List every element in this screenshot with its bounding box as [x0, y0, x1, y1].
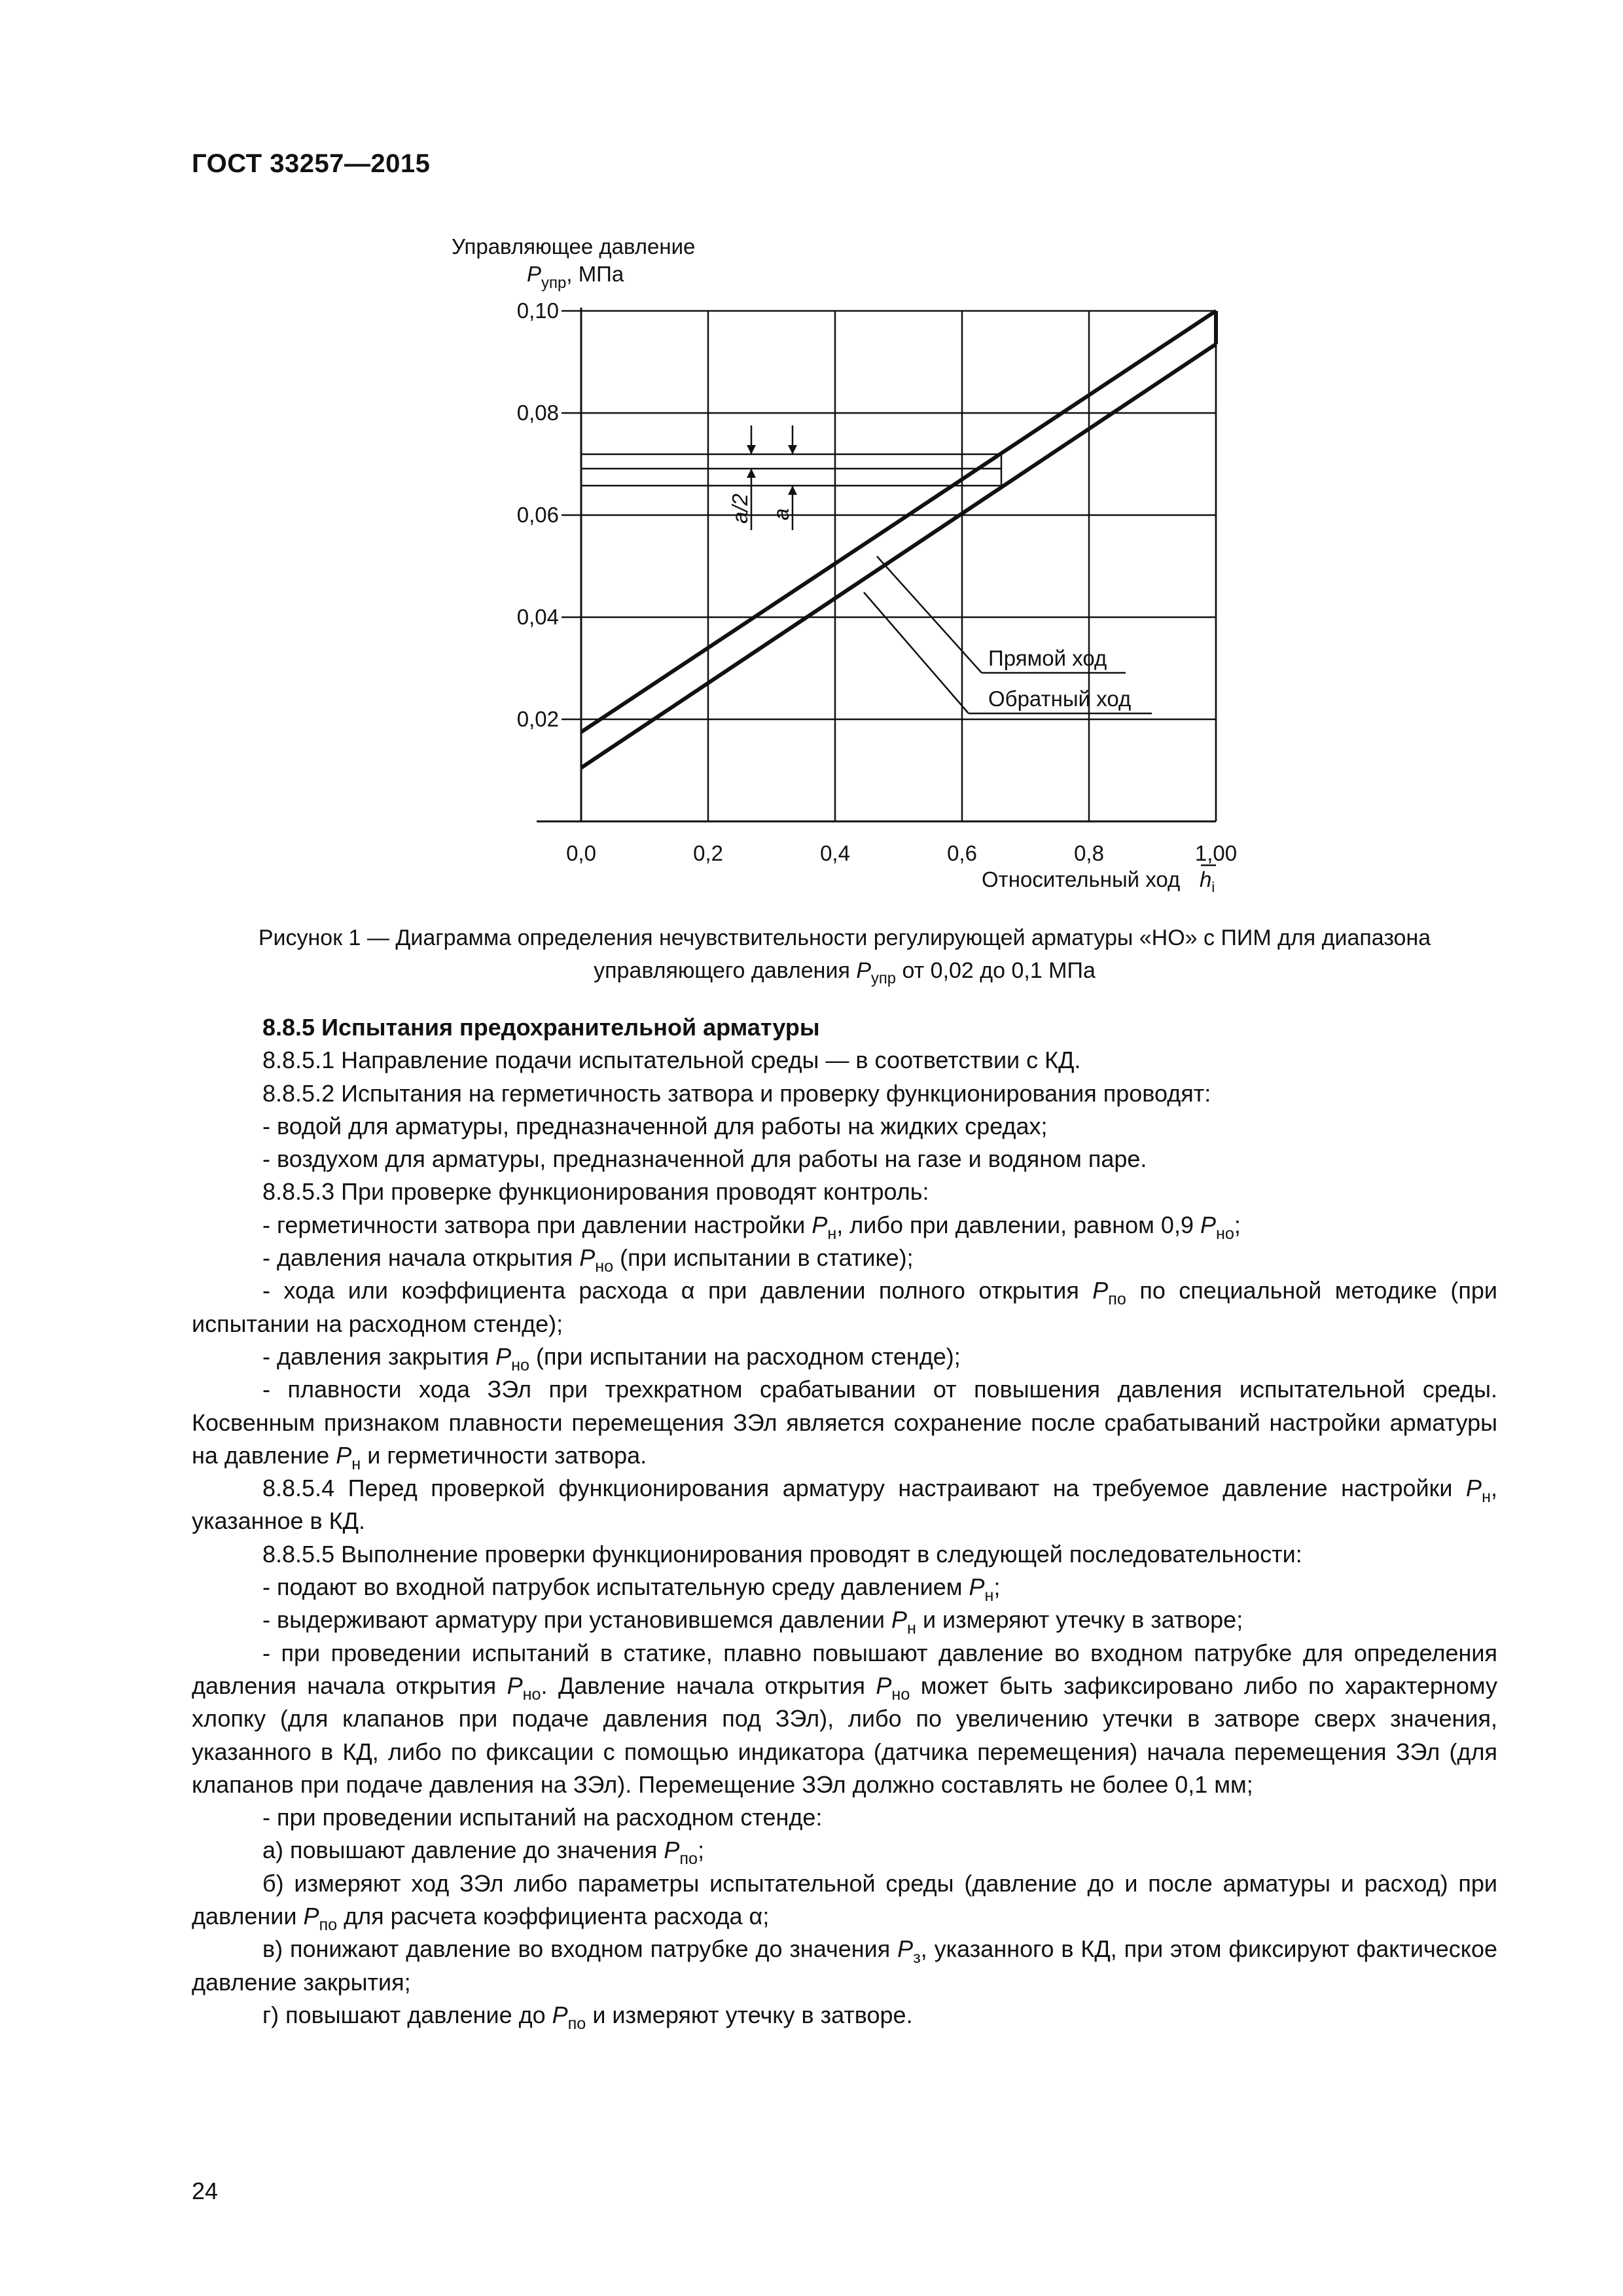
- text: - давления закрытия: [262, 1342, 496, 1370]
- text: и герметичности затвора.: [361, 1441, 647, 1469]
- y-axis-symbol-subscript: упр: [541, 274, 567, 292]
- text: - выдерживают арматуру при установившемся давлении: [262, 1606, 891, 1634]
- list-item: [192, 1604, 1497, 1636]
- caption-text-end: от 0,02 до 0,1 МПа: [896, 958, 1096, 983]
- subscript: но: [595, 1257, 614, 1276]
- text: , либо при давлении, равном 0,9: [836, 1211, 1200, 1238]
- list-item: [192, 1834, 1497, 1867]
- symbol: P: [876, 1672, 892, 1699]
- text: - при проведении испытаний в статике, плавно повышают давление во входном патрубке для определения давления начала открытия: [192, 1639, 1497, 1699]
- symbol: P: [552, 2001, 568, 2028]
- x-axis-title-text: Относительный ход: [982, 867, 1181, 891]
- symbol: P: [1092, 1277, 1109, 1304]
- text: б) измеряют ход ЗЭл либо параметры испытательной среды (давление до и после арматуры и расход) при давлении: [192, 1869, 1497, 1930]
- symbol: P: [507, 1672, 523, 1699]
- x-tick-label: 0,4: [820, 841, 850, 865]
- text: в) понижают давление во входном патрубке до значения: [262, 1935, 898, 1963]
- legend-leader-forward: [877, 556, 982, 673]
- list-item: [192, 1242, 1497, 1274]
- list-item: - воздухом для арматуры, предназначенной для работы на газе и водяном паре.: [262, 1145, 1147, 1173]
- paragraph-8-8-5-4: [192, 1472, 1497, 1538]
- y-tick-label: 0,08: [516, 401, 559, 425]
- symbol: P: [812, 1211, 828, 1238]
- y-tick-label: 0,02: [516, 707, 559, 731]
- caption-symbol: P: [856, 958, 871, 983]
- list-item: [192, 1637, 1497, 1801]
- chart-grid: [562, 311, 1216, 821]
- text: ;: [698, 1837, 705, 1864]
- paragraph-8-8-5-3: 8.8.5.3 При проверке функционирования проводят контроль:: [262, 1178, 929, 1206]
- page-number: 24: [192, 2178, 219, 2204]
- text: . Давление начала открытия: [541, 1672, 876, 1699]
- list-item: [192, 1373, 1497, 1472]
- subscript: по: [319, 1915, 338, 1934]
- text: - хода или коэффициента расхода α при давлении полного открытия: [262, 1277, 1093, 1304]
- subscript: но: [1215, 1224, 1234, 1243]
- subscript: н: [1482, 1487, 1491, 1506]
- x-tick-label: 0,6: [947, 841, 977, 865]
- text: (при испытании на расходном стенде);: [529, 1342, 961, 1370]
- list-item: - водой для арматуры, предназначенной для работы на жидких средах;: [262, 1112, 1048, 1139]
- list-item: [192, 1867, 1497, 1933]
- paragraph-8-8-5-5: 8.8.5.5 Выполнение проверки функционирования проводят в следующей последовательности:: [262, 1540, 1302, 1568]
- x-axis-symbol-subscript: i: [1211, 879, 1215, 895]
- caption-subscript: упр: [871, 969, 897, 988]
- section-heading: 8.8.5 Испытания предохранительной арматуры: [262, 1014, 820, 1041]
- text: для расчета коэффициента расхода α;: [337, 1903, 770, 1930]
- list-item: [192, 1274, 1497, 1340]
- symbol: P: [1200, 1211, 1216, 1238]
- x-axis-title: [982, 865, 1216, 895]
- tick-labels: [517, 298, 1237, 865]
- text: ;: [1234, 1211, 1241, 1238]
- list-item: [192, 1571, 1497, 1604]
- y-tick-label: 0,10: [516, 298, 559, 323]
- list-item: [192, 1340, 1497, 1373]
- x-axis-symbol: h: [1200, 867, 1212, 891]
- standard-code-header: ГОСТ 33257—2015: [192, 149, 431, 178]
- y-axis-title-unit-line: [527, 262, 624, 292]
- text: и измеряют утечку в затворе.: [586, 2001, 913, 2028]
- paragraph-8-8-5-2: 8.8.5.2 Испытания на герметичность затвора и проверку функционирования проводят:: [262, 1079, 1211, 1107]
- subscript: н: [984, 1586, 994, 1605]
- y-axis-symbol: P: [527, 262, 542, 286]
- subscript: н: [827, 1224, 837, 1243]
- subscript: но: [891, 1685, 910, 1704]
- subscript: по: [679, 1850, 698, 1869]
- legend: [864, 556, 1152, 713]
- list-item: [192, 1933, 1497, 1999]
- y-axis-unit: , МПа: [566, 262, 624, 286]
- x-tick-label: 1,00: [1194, 841, 1238, 865]
- text: - подают во входной патрубок испытательную среду давлением: [262, 1573, 969, 1601]
- text: ;: [993, 1573, 1001, 1601]
- text: - давления начала открытия: [262, 1244, 580, 1272]
- text: 8.8.5.4 Перед проверкой функционирования арматуру настраивают на требуемое давление настройки: [262, 1475, 1467, 1502]
- band-label: a: [769, 508, 793, 520]
- caption-text: управляющего давления: [594, 958, 857, 983]
- symbol: P: [897, 1935, 914, 1963]
- text: по специальной методике (при испытании на расходном стенде);: [192, 1277, 1497, 1337]
- chart-axes: [537, 308, 1216, 821]
- y-tick-label: 0,04: [516, 605, 559, 629]
- subscript: но: [522, 1685, 541, 1704]
- symbol: P: [1466, 1475, 1482, 1502]
- symbol: P: [664, 1837, 680, 1864]
- symbol: P: [303, 1903, 319, 1930]
- subscript: по: [567, 2014, 586, 2033]
- y-axis-title-text: Управляющее давление: [452, 234, 696, 259]
- list-item: [192, 1999, 1497, 2032]
- list-item: - при проведении испытаний на расходном стенде:: [262, 1804, 823, 1831]
- text: может быть зафиксировано либо по характерному хлопку (для клапанов при подаче давления под ЗЭл), либо по увеличению утечки в затворе сверх значения, указанного в КД, либо по фиксации с помощью индикатора (датчика перемещения) начала перемещения ЗЭл (для клапанов при подаче давления на ЗЭл). Перемещение ЗЭл должно составлять не более 0,1 мм;: [192, 1672, 1498, 1798]
- legend-label-forward: Прямой ход: [988, 646, 1107, 670]
- legend-label-reverse: Обратный ход: [988, 687, 1132, 711]
- text: (при испытании в статике);: [613, 1244, 914, 1272]
- symbol: P: [891, 1606, 908, 1634]
- text: , указанное в КД.: [192, 1475, 1497, 1535]
- x-tick-label: 0,2: [693, 841, 723, 865]
- y-axis-title: [452, 234, 695, 292]
- symbol: P: [579, 1244, 596, 1272]
- subscript: з: [913, 1948, 921, 1967]
- subscript: по: [1108, 1290, 1126, 1309]
- symbol: P: [336, 1441, 352, 1469]
- caption-line-2: [192, 954, 1497, 987]
- list-item: [192, 1209, 1497, 1242]
- series-line-forward: [581, 311, 1216, 732]
- text: а) повышают давление до значения: [262, 1837, 664, 1864]
- text: , указанного в КД, при этом фиксируют фактическое давление закрытия;: [192, 1935, 1497, 1996]
- subscript: но: [511, 1355, 530, 1374]
- text: г) повышают давление до: [262, 2001, 552, 2028]
- symbol: P: [495, 1342, 512, 1370]
- sensitivity-diagram: [0, 0, 1623, 929]
- section-body: [192, 1011, 1497, 2032]
- text: - герметичности затвора при давлении настройки: [262, 1211, 812, 1238]
- paragraph-8-8-5-1: 8.8.5.1 Направление подачи испытательной среды — в соответствии с КД.: [262, 1047, 1081, 1074]
- subscript: н: [907, 1619, 916, 1638]
- symbol: P: [969, 1573, 985, 1601]
- text: и измеряют утечку в затворе;: [916, 1606, 1243, 1634]
- legend-leader-reverse: [864, 592, 969, 713]
- subscript: н: [351, 1454, 361, 1473]
- half-band-label: a/2: [728, 493, 752, 524]
- y-tick-label: 0,06: [516, 503, 559, 527]
- x-tick-label: 0,8: [1074, 841, 1104, 865]
- caption-line-1: Рисунок 1 — Диаграмма определения нечувствительности регулирующей арматуры «НО» с ПИМ для диапазона: [258, 925, 1431, 950]
- x-tick-label: 0,0: [566, 841, 596, 865]
- figure-caption: [192, 922, 1497, 987]
- text: - плавности хода ЗЭл при трехкратном срабатывании от повышения давления испытательной среды. Косвенным признаком плавности перемещения ЗЭл является сохранение после срабатываний настройки арматуры на давление: [192, 1376, 1497, 1469]
- x-axis-symbol-group: [1200, 867, 1215, 895]
